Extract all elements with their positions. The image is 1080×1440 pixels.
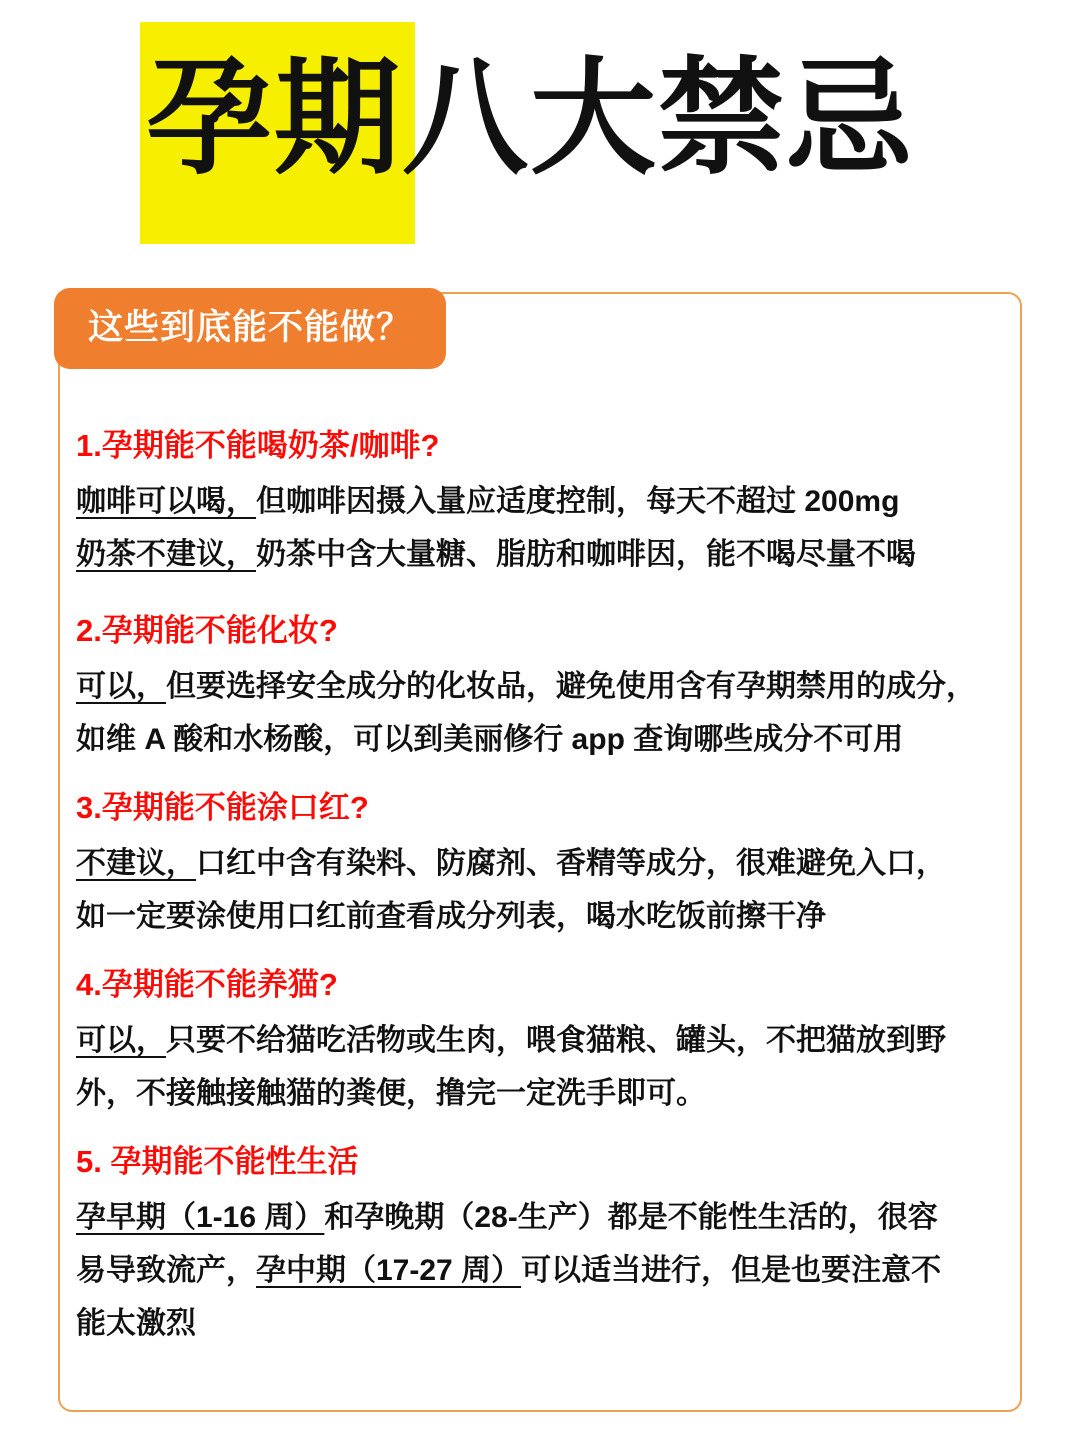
qa-answer-text: 只要不给猫吃活物或生肉，喂食猫粮、罐头，不把猫放到野	[166, 1024, 946, 1057]
title-area	[0, 0, 1080, 250]
qa-list	[76, 410, 1004, 1350]
qa-answer-line	[76, 475, 1004, 528]
qa-answer-underline: 孕中期（17-27 周）	[256, 1254, 522, 1287]
qa-question: 1.孕期能不能喝奶茶/咖啡?	[76, 428, 440, 463]
page-title: 孕期八大禁忌	[146, 45, 914, 192]
qa-item	[76, 1126, 1004, 1350]
qa-item	[76, 949, 1004, 1120]
qa-answer-underline: 奶茶不建议，	[76, 538, 256, 571]
content-card	[58, 292, 1022, 1412]
qa-answer-line	[76, 713, 1004, 766]
qa-answer-text: 可以适当进行，但是也要注意不	[521, 1254, 942, 1287]
qa-answer-line	[76, 837, 1004, 890]
qa-answer-line	[76, 1297, 1004, 1350]
qa-answer-text: 易导致流产，	[76, 1254, 256, 1287]
spacer	[76, 581, 1004, 595]
qa-answer-line	[76, 660, 1004, 713]
qa-answer-text: 如维 A 酸和水杨酸，可以到美丽修行 app 查询哪些成分不可用	[76, 723, 904, 756]
qa-question: 2.孕期能不能化妆?	[76, 613, 338, 648]
qa-item	[76, 595, 1004, 766]
qa-answer-line	[76, 1191, 1004, 1244]
qa-item	[76, 410, 1004, 581]
qa-answer-text: 口红中含有染料、防腐剂、香精等成分，很难避免入口，	[196, 847, 946, 880]
qa-answer-line	[76, 890, 1004, 943]
qa-answer-text: 能太激烈	[76, 1307, 196, 1340]
qa-answer-line	[76, 1014, 1004, 1067]
qa-answer-text: 但咖啡因摄入量应适度控制，每天不超过 200mg	[256, 485, 900, 518]
qa-answer-text: 但要选择安全成分的化妆品，避免使用含有孕期禁用的成分，	[166, 670, 976, 703]
qa-answer-text: 如一定要涂使用口红前查看成分列表，喝水吃饭前擦干净	[76, 900, 826, 933]
qa-answer-line	[76, 1244, 1004, 1297]
qa-answer-underline: 咖啡可以喝，	[76, 485, 256, 518]
qa-question: 3.孕期能不能涂口红?	[76, 790, 369, 825]
qa-item	[76, 772, 1004, 943]
qa-answer-text: 和孕晚期（28-生产）都是不能性生活的，很容	[324, 1201, 938, 1234]
qa-answer-underline: 不建议，	[76, 847, 196, 880]
qa-question: 5. 孕期能不能性生活	[76, 1144, 359, 1179]
qa-answer-text: 外，不接触接触猫的粪便，撸完一定洗手即可。	[76, 1077, 706, 1110]
qa-answer-line	[76, 1067, 1004, 1120]
qa-question: 4.孕期能不能养猫?	[76, 967, 338, 1002]
qa-answer-underline: 可以，	[76, 670, 166, 703]
qa-answer-line	[76, 528, 1004, 581]
card-tag-label: 这些到底能不能做？	[54, 288, 446, 369]
qa-answer-underline: 孕早期（1-16 周）	[76, 1201, 325, 1234]
qa-answer-underline: 可以，	[76, 1024, 166, 1057]
qa-answer-text: 奶茶中含大量糖、脂肪和咖啡因，能不喝尽量不喝	[256, 538, 916, 571]
